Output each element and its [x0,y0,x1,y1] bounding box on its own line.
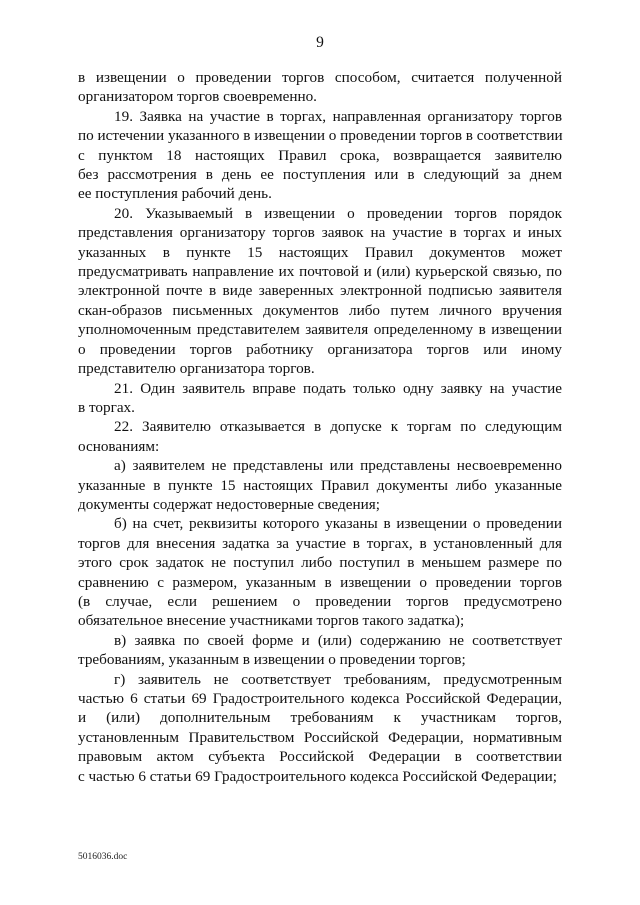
paragraph-p22a [78,456,562,514]
paragraph-p21 [78,379,562,418]
paragraph-line: и (или) дополнительным требованиям к участникам торгов, [78,709,562,727]
paragraph-line: 22. Заявителю отказывается в допуске к торгам по следующим [114,418,562,436]
paragraph-line: правовым актом субъекта Российской Федерации в соответствии [78,748,562,766]
paragraph-line: 20. Указываемый в извещении о проведении торгов порядок [114,204,562,222]
paragraph-p22v [78,631,562,670]
paragraph-line: скан-образов письменных документов либо путем личного вручения [78,301,562,319]
paragraph-line: по истечении указанного в извещении о проведении торгов в соответствии [78,127,563,145]
paragraph-line: предусматривать направление их почтовой и (или) курьерской связью, по [78,263,562,281]
paragraph-line: электронной почте в виде заверенных электронной подписью заявителя [78,282,562,300]
paragraph-line: в извещении о проведении торгов способом, считается полученной [78,69,562,86]
paragraph-line: торгов для внесения задатка за участие в торгах, в установленный для [78,534,562,552]
paragraph-p22g [78,670,562,786]
paragraph-p19 [78,107,562,204]
paragraph-line: г) заявитель не соответствует требованиям, предусмотренным [114,670,562,688]
paragraph-line: представления организатору торгов заявок на участие в торгах и иных [78,224,562,242]
paragraph-line: указанных в пункте 15 настоящих Правил документов может [78,243,562,261]
paragraph-line: представителю организатора торгов. [78,360,315,378]
paragraph-line: документы содержат недостоверные сведения; [78,495,380,513]
paragraph-p22 [78,417,562,456]
paragraph-line: установленным Правительством Российской Федерации, нормативным [78,728,562,746]
paragraph-line: ее поступления рабочий день. [78,185,272,203]
paragraph-line: (в случае, если решением о проведении торгов предусмотрено [78,592,562,610]
paragraph-line: в) заявка по своей форме и (или) содержанию не соответствует [114,631,562,649]
paragraph-line: с пунктом 18 настоящих Правил срока, возвращается заявителю [78,146,562,164]
paragraph-line: обязательное внесение участниками торгов такого задатка); [78,612,465,630]
paragraph-line: требованиям, указанным в извещении о проведении торгов; [78,651,466,669]
paragraph-line: а) заявителем не представлены или представлены несвоевременно [114,457,562,475]
paragraph-line: б) на счет, реквизиты которого указаны в извещении о проведении [114,515,562,533]
paragraph-p20 [78,204,562,379]
paragraph-line: сравнению с размером, указанным в извещении о проведении торгов [78,573,562,591]
paragraph-line: 21. Один заявитель вправе подать только одну заявку на участие [114,379,562,397]
document-body [78,68,562,786]
paragraph-line: уполномоченным представителем заявителя определенному в извещении [78,321,562,339]
paragraph-line: в торгах. [78,398,135,416]
paragraph-line: с частью 6 статьи 69 Градостроительного кодекса Российской Федерации; [78,767,558,785]
paragraph-line: указанные в пункте 15 настоящих Правил документы либо указанные [78,476,562,494]
paragraph-line: о проведении торгов работнику организатора торгов или иному [78,340,562,358]
paragraph-line: основаниям: [78,437,160,455]
footer-doc-code: 5016036.doc [78,852,128,862]
paragraph-cont-18 [78,68,562,107]
page-number: 9 [316,34,324,51]
paragraph-p22b [78,514,562,630]
paragraph-line: организатором торгов своевременно. [78,88,317,106]
paragraph-line: этого срок задаток не поступил либо поступил в меньшем размере по [78,554,562,572]
paragraph-line: 19. Заявка на участие в торгах, направленная организатору торгов [114,107,562,125]
paragraph-line: без рассмотрения в день ее поступления или в следующий за днем [78,166,562,184]
paragraph-line: частью 6 статьи 69 Градостроительного кодекса Российской Федерации, [78,690,562,707]
